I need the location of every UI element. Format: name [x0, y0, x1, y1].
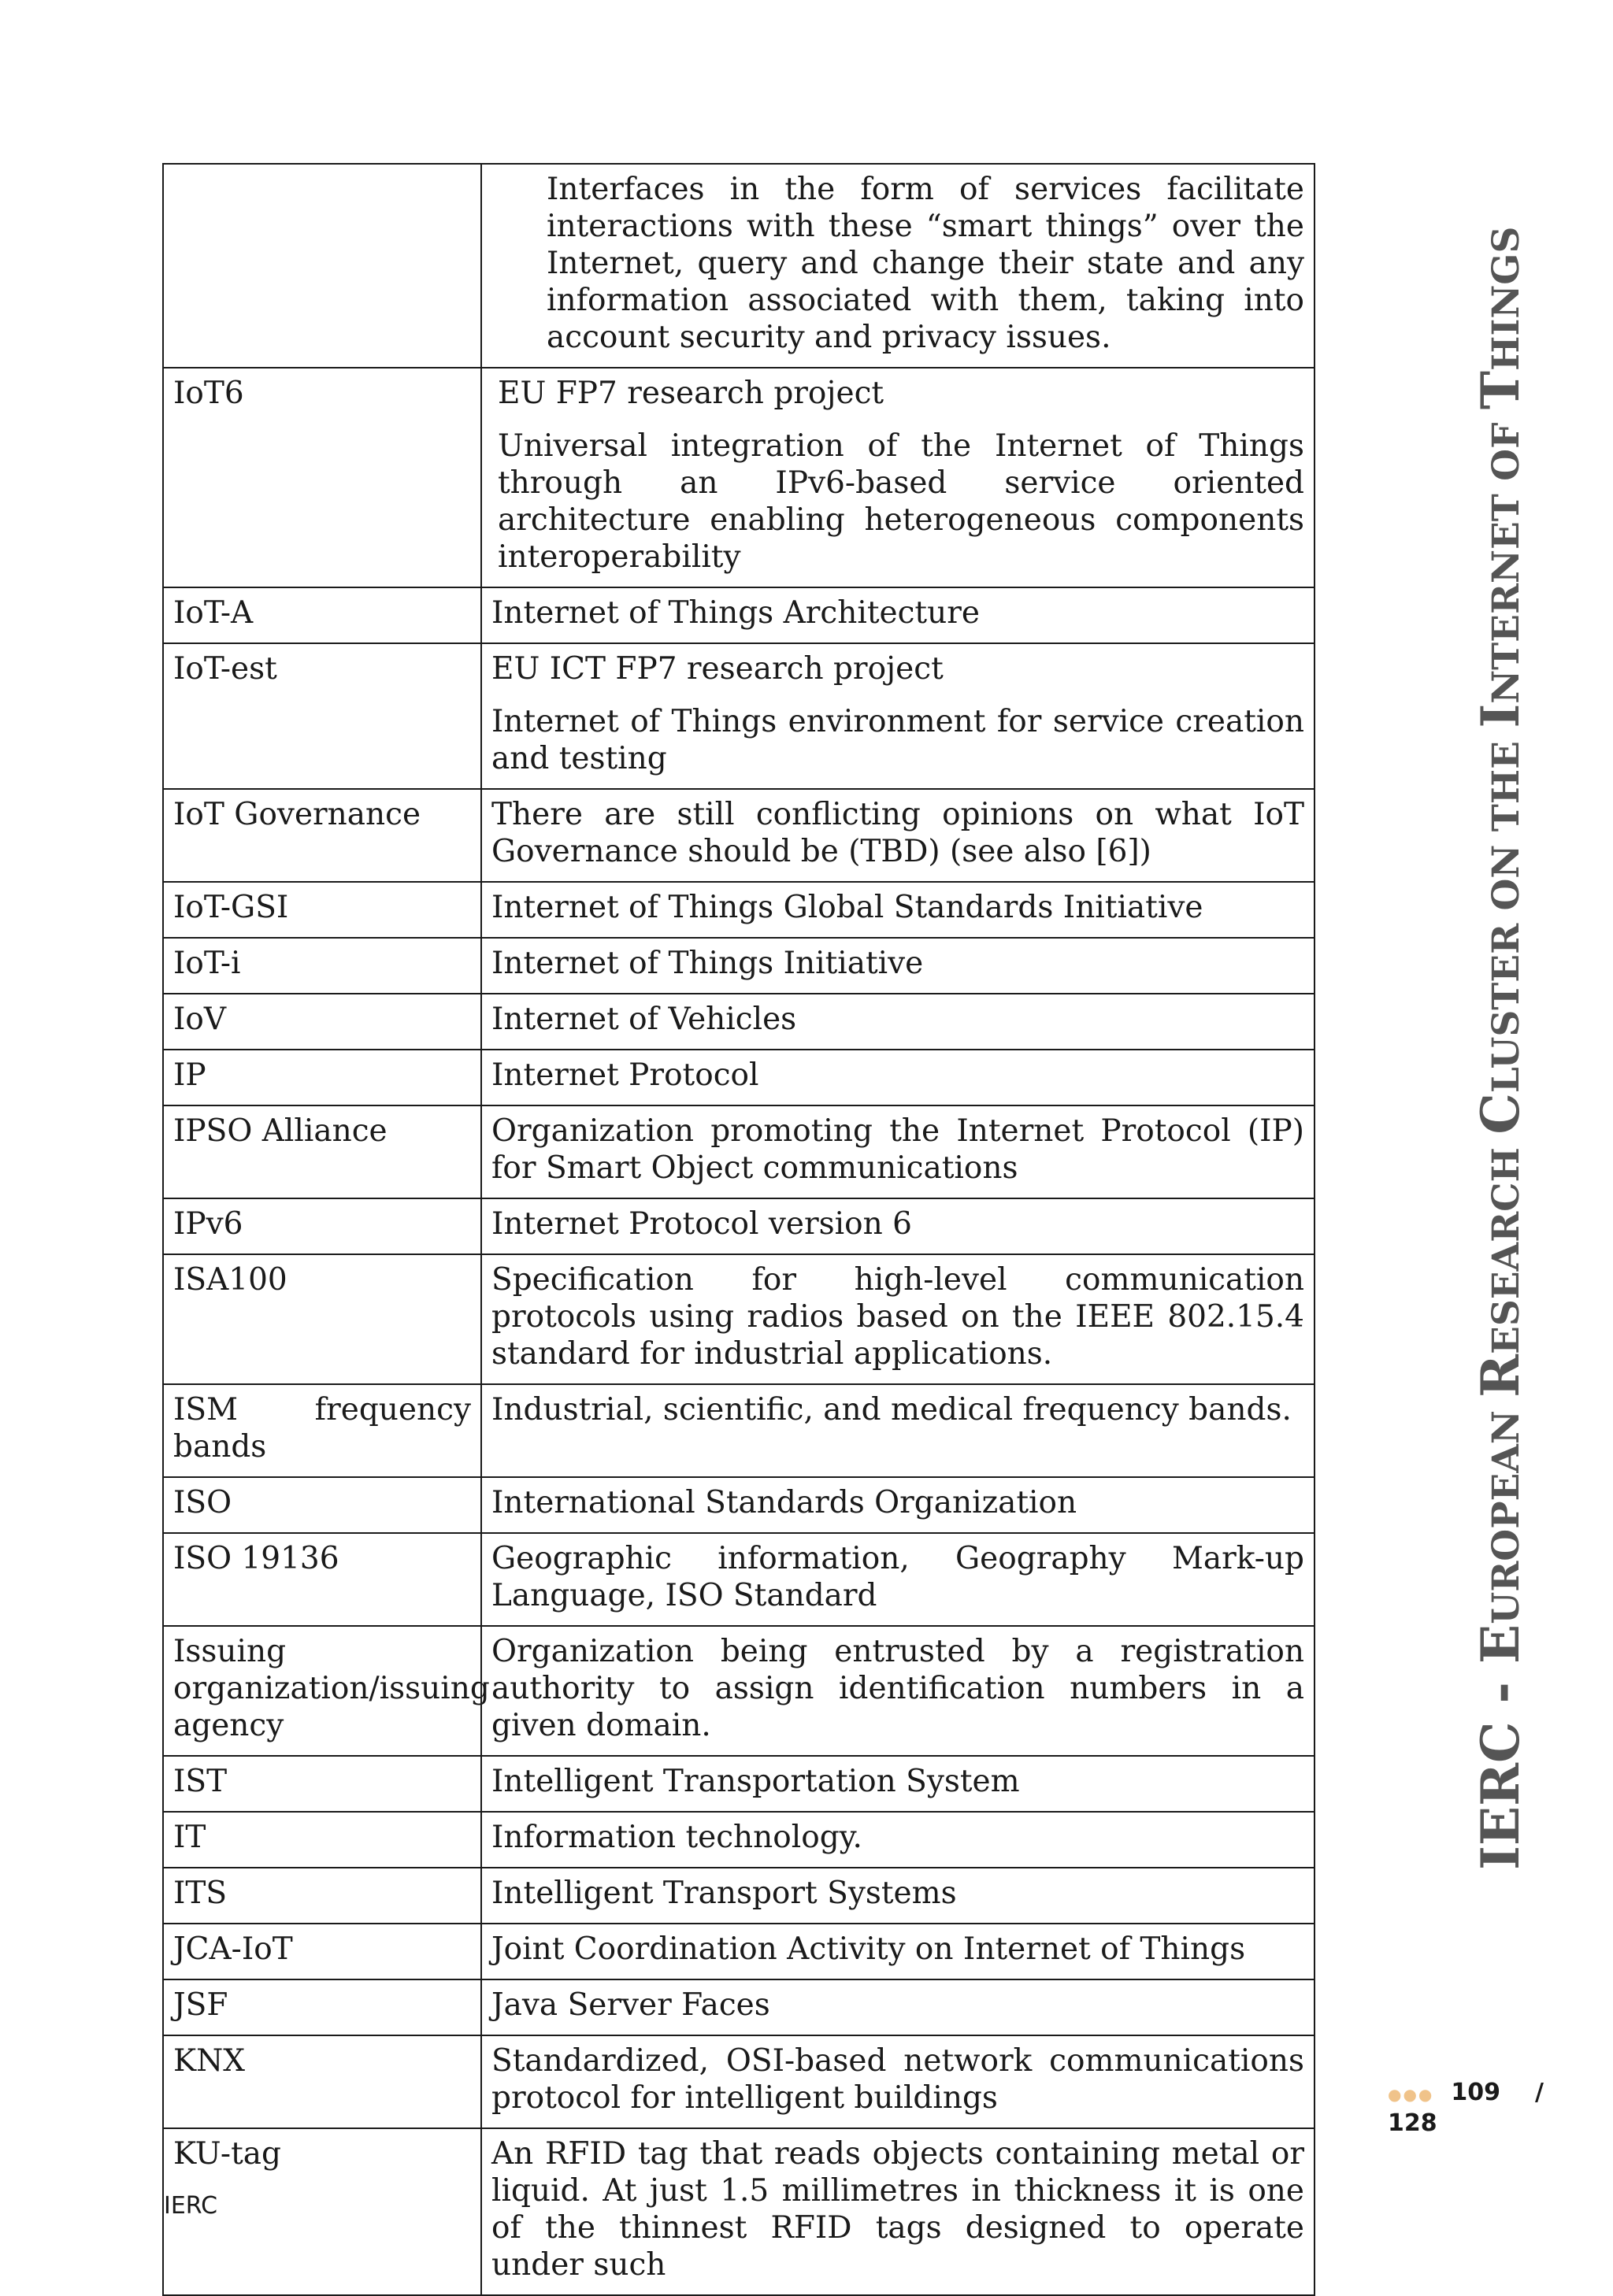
- definition-paragraph: International Standards Organization: [491, 1485, 1077, 1520]
- definition-paragraph: Internet of Vehicles: [491, 1002, 797, 1037]
- definition-paragraph: Joint Coordination Activity on Internet of Things: [491, 1931, 1246, 1967]
- table-row: [163, 938, 1315, 994]
- definition-cell: [481, 1868, 1315, 1924]
- footer-label: IERC: [164, 2192, 218, 2220]
- term-cell: ISO 19136: [163, 1533, 481, 1626]
- definition-cell: [481, 789, 1315, 882]
- glossary-table: [162, 163, 1315, 2296]
- title-part: ESEARCH: [1485, 1134, 1528, 1354]
- decorative-dots-icon: ●●●: [1388, 2085, 1434, 2104]
- term-cell: IoT-i: [163, 938, 481, 994]
- total-pages: 128: [1388, 2109, 1437, 2137]
- definition-paragraph: Intelligent Transportation System: [491, 1764, 1020, 1799]
- term-cell: IoV: [163, 994, 481, 1050]
- title-part: NTERNET OF: [1485, 409, 1528, 704]
- term-cell: ISO: [163, 1477, 481, 1533]
- table-row: [163, 789, 1315, 882]
- definition-cell: [481, 1626, 1315, 1756]
- definition-cell: [481, 2035, 1315, 2128]
- term-cell: IoT Governance: [163, 789, 481, 882]
- definition-paragraph: Internet of Things Global Standards Initiative: [491, 890, 1203, 925]
- title-part: HINGS: [1485, 226, 1528, 372]
- term-cell: IPSO Alliance: [163, 1105, 481, 1198]
- definition-paragraph: Organization being entrusted by a registration authority to assign identification numbers in a given domain.: [491, 1634, 1304, 1743]
- term-cell: IT: [163, 1812, 481, 1868]
- table-row: [163, 994, 1315, 1050]
- current-page: 109: [1451, 2079, 1500, 2106]
- vertical-running-title: [1470, 226, 1534, 1870]
- term-cell: JSF: [163, 1979, 481, 2035]
- definition-paragraph: Standardized, OSI-based network communications protocol for intelligent buildings: [491, 2043, 1304, 2116]
- table-row: [163, 1979, 1315, 2035]
- definition-cell: [481, 882, 1315, 938]
- definition-cell: [481, 1198, 1315, 1254]
- term-cell: [163, 164, 481, 368]
- term-cell: Issuing organization/issuing agency: [163, 1626, 481, 1756]
- definition-cell: [481, 1105, 1315, 1198]
- title-part: T: [1470, 371, 1531, 410]
- title-part: LUSTER ON THE: [1485, 728, 1528, 1094]
- title-part: C: [1470, 1093, 1531, 1135]
- definition-paragraph: Industrial, scientific, and medical frequency bands.: [491, 1392, 1292, 1428]
- term-cell: IPv6: [163, 1198, 481, 1254]
- table-row: [163, 2128, 1315, 2295]
- table-row: [163, 1050, 1315, 1105]
- definition-paragraph: Geographic information, Geography Mark-up Language, ISO Standard: [491, 1541, 1304, 1613]
- term-cell: IoT-GSI: [163, 882, 481, 938]
- table-row: [163, 1477, 1315, 1533]
- definition-paragraph: Internet of Things Initiative: [491, 946, 924, 981]
- term-cell: JCA-IoT: [163, 1924, 481, 1979]
- definition-paragraph: There are still conflicting opinions on what IoT Governance should be (TBD) (see also [6]): [491, 797, 1304, 869]
- term-cell: IoT-est: [163, 643, 481, 789]
- table-row: [163, 1626, 1315, 1756]
- definition-cell: [481, 1050, 1315, 1105]
- table-row: [163, 1812, 1315, 1868]
- table-row: [163, 368, 1315, 587]
- definition-paragraph: Specification for high-level communication protocols using radios based on the IEEE 802.15.4 standard for industrial applications.: [491, 1262, 1304, 1372]
- definition-cell: [481, 643, 1315, 789]
- definition-paragraph: Information technology.: [491, 1820, 862, 1855]
- table-row: [163, 643, 1315, 789]
- table-row: [163, 1198, 1315, 1254]
- definition-cell: [481, 1924, 1315, 1979]
- term-cell: ISA100: [163, 1254, 481, 1384]
- definition-paragraph: Internet Protocol: [491, 1057, 759, 1093]
- definition-cell: [481, 1384, 1315, 1477]
- term-cell: KNX: [163, 2035, 481, 2128]
- term-cell: ITS: [163, 1868, 481, 1924]
- definition-paragraph: Java Server Faces: [491, 1987, 770, 2023]
- definition-paragraph: Internet Protocol version 6: [491, 1206, 912, 1242]
- definition-paragraph: EU FP7 research project: [498, 376, 884, 411]
- table-row: [163, 587, 1315, 643]
- definition-cell: [481, 1477, 1315, 1533]
- definition-paragraph: Internet of Things environment for service creation and testing: [491, 704, 1304, 776]
- definition-cell: [481, 1533, 1315, 1626]
- definition-cell: [481, 368, 1315, 587]
- definition-cell: [481, 1756, 1315, 1812]
- definition-paragraph: Interfaces in the form of services facilitate interactions with these “smart things” over the Internet, query and change their state and any information associated with them, taking into account security and privacy issues.: [547, 172, 1304, 355]
- table-row: [163, 2035, 1315, 2128]
- definition-paragraph: Organization promoting the Internet Protocol (IP) for Smart Object communications: [491, 1113, 1304, 1186]
- definition-cell: [481, 164, 1315, 368]
- definition-cell: [481, 1979, 1315, 2035]
- term-cell: IoT6: [163, 368, 481, 587]
- table-row: [163, 1756, 1315, 1812]
- table-row: [163, 1868, 1315, 1924]
- title-part: IERC - E: [1470, 1624, 1531, 1870]
- definition-cell: [481, 587, 1315, 643]
- term-cell: IP: [163, 1050, 481, 1105]
- page-separator: /: [1534, 2079, 1544, 2106]
- definition-paragraph: EU ICT FP7 research project: [491, 651, 944, 687]
- definition-cell: [481, 994, 1315, 1050]
- definition-paragraph: Intelligent Transport Systems: [491, 1876, 957, 1911]
- definition-cell: [481, 2128, 1315, 2295]
- title-part: UROPEAN: [1485, 1397, 1528, 1624]
- definition-cell: [481, 1812, 1315, 1868]
- definition-paragraph: Internet of Things Architecture: [491, 595, 980, 631]
- title-part: R: [1470, 1354, 1531, 1398]
- table-row: [163, 882, 1315, 938]
- term-cell: IoT-A: [163, 587, 481, 643]
- term-cell: KU-tag: [163, 2128, 481, 2295]
- table-row: [163, 164, 1315, 368]
- definition-paragraph: Universal integration of the Internet of Things through an IPv6-based service oriented architecture enabling heterogeneous components interoperability: [498, 428, 1304, 575]
- definition-cell: [481, 1254, 1315, 1384]
- table-row: [163, 1924, 1315, 1979]
- definition-paragraph: An RFID tag that reads objects containing metal or liquid. At just 1.5 millimetres in thickness it is one of the thinnest RFID tags designed to operate under such: [491, 2136, 1304, 2283]
- table-row: [163, 1533, 1315, 1626]
- term-cell: ISM frequency bands: [163, 1384, 481, 1477]
- page-number: [1388, 2079, 1553, 2137]
- term-cell: IST: [163, 1756, 481, 1812]
- table-row: [163, 1105, 1315, 1198]
- glossary-body: [163, 164, 1315, 2295]
- definition-cell: [481, 938, 1315, 994]
- table-row: [163, 1384, 1315, 1477]
- table-row: [163, 1254, 1315, 1384]
- title-part: I: [1470, 703, 1531, 728]
